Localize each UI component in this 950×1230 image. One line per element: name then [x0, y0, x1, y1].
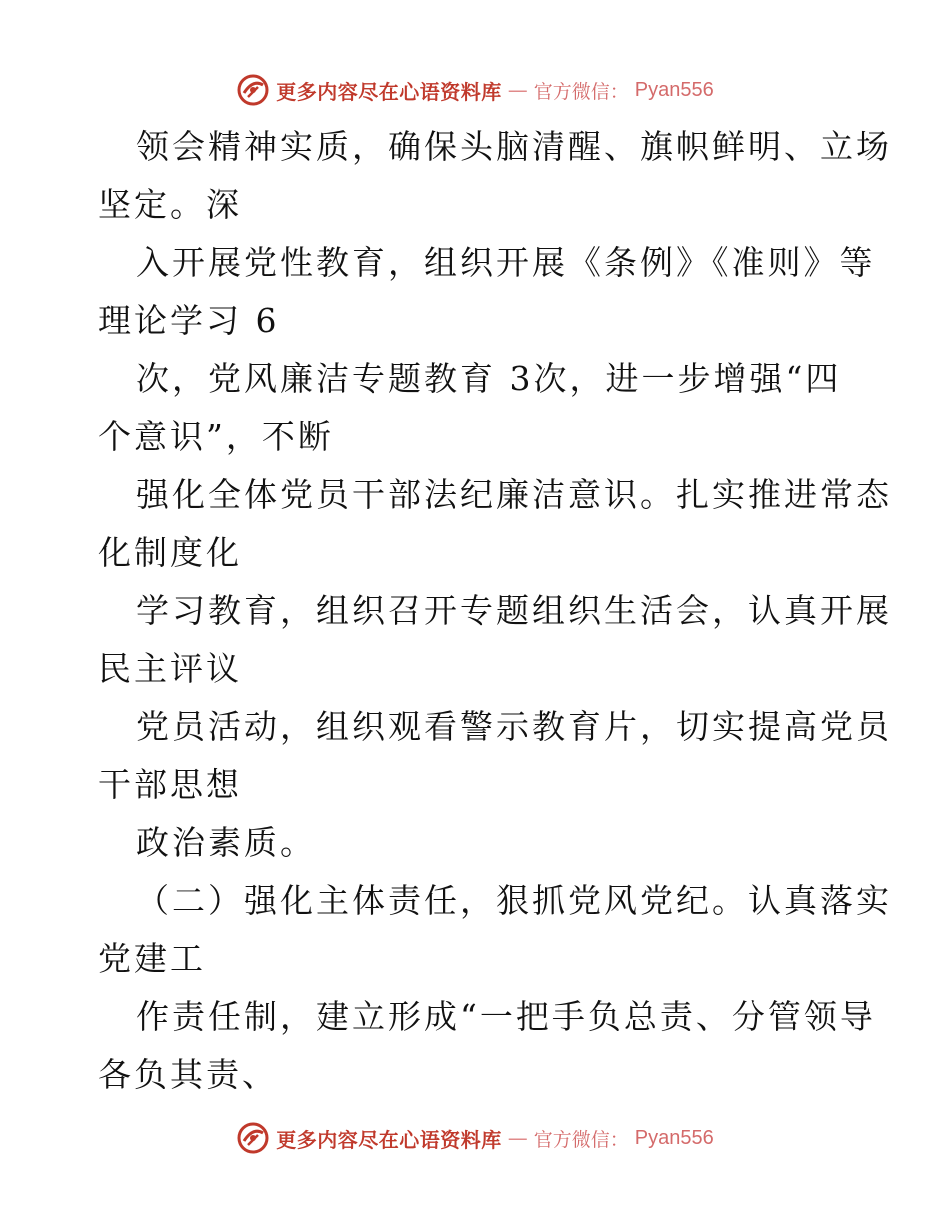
- text-line: 作责任制，建立形成“一把手负总责、分管领导: [136, 997, 876, 1036]
- text-line: 干部思想: [98, 765, 242, 804]
- brand-logo-icon: [236, 1121, 270, 1155]
- text-line: 学习教育，组织召开专题组织生活会，认真开展: [136, 591, 892, 630]
- text-line: 坚定。深: [98, 185, 242, 224]
- footer-banner-dash: —: [507, 1126, 528, 1150]
- header-banner-dash: —: [507, 78, 528, 102]
- text-line: 个意识”，不断: [98, 417, 334, 456]
- footer-banner-text: 更多内容尽在心语资料库: [276, 1127, 502, 1152]
- brand-logo-icon: [236, 73, 270, 107]
- text-line: 党建工: [98, 939, 206, 978]
- footer-banner-sub: 官方微信：: [533, 1128, 629, 1151]
- text-line: 强化全体党员干部法纪廉洁意识。扎实推进常态: [136, 475, 892, 514]
- header-banner-sub: 官方微信：: [533, 80, 629, 103]
- header-banner-inner: [236, 73, 713, 107]
- footer-banner: [0, 1118, 950, 1158]
- header-banner-id: Pyan556: [634, 78, 714, 101]
- text-line: 领会精神实质，确保头脑清醒、旗帜鲜明、立场: [136, 127, 892, 166]
- header-banner: [0, 70, 950, 110]
- footer-banner-id: Pyan556: [634, 1126, 714, 1149]
- text-line: （二）强化主体责任，狠抓党风党纪。认真落实: [136, 881, 892, 920]
- header-banner-text: 更多内容尽在心语资料库: [276, 79, 502, 104]
- footer-banner-inner: [236, 1121, 713, 1155]
- text-line: 入开展党性教育，组织开展《条例》《准则》等: [136, 243, 876, 282]
- document-body: [98, 118, 892, 1104]
- text-line: 次，党风廉洁专题教育 3次，进一步增强“四: [136, 359, 842, 398]
- text-line: 化制度化: [98, 533, 242, 572]
- text-line: 民主评议: [98, 649, 242, 688]
- text-line: 各负其责、: [98, 1055, 278, 1094]
- text-line: 党员活动，组织观看警示教育片，切实提高党员: [136, 707, 892, 746]
- text-line: 理论学习 6: [98, 301, 280, 340]
- text-line: 政治素质。: [136, 823, 316, 862]
